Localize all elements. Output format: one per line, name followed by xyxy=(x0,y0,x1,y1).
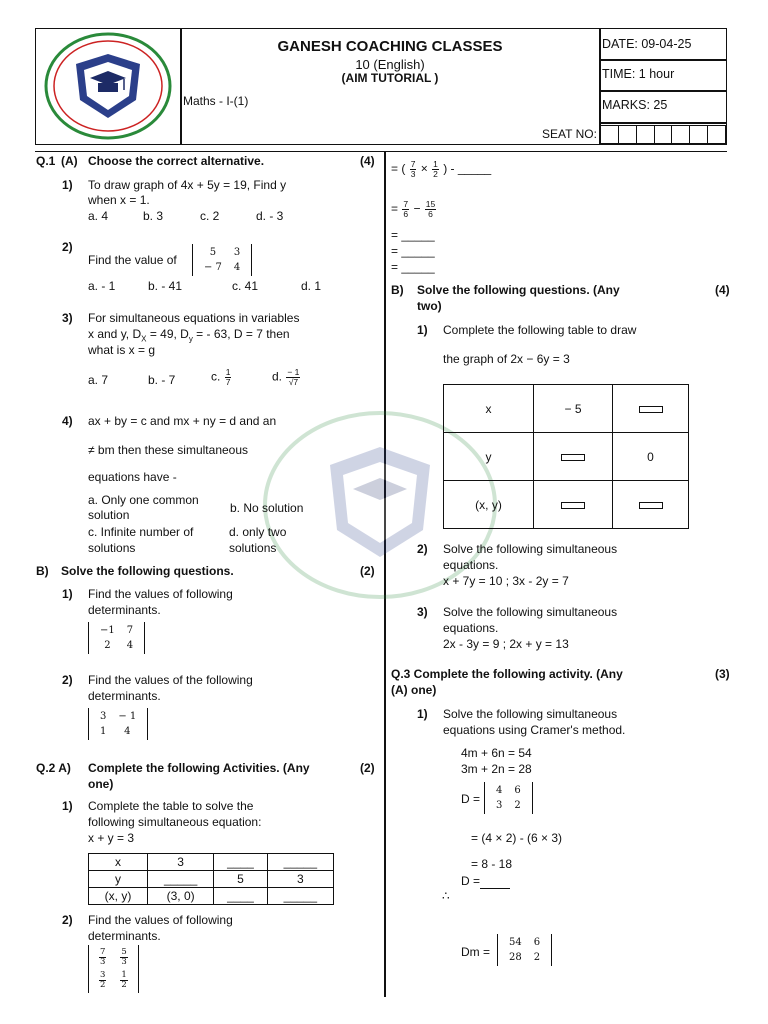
q1-i2-opt-a: a. - 1 xyxy=(88,279,116,293)
r-line4: = _____ xyxy=(391,244,435,258)
rb-i2-num: 2) xyxy=(417,542,428,556)
standard: 10 (English) xyxy=(355,57,425,72)
q1b-i2-line2: determinants. xyxy=(88,689,161,703)
time: TIME: 1 hour xyxy=(602,67,675,81)
q1-i2-opt-c: c. 41 xyxy=(232,279,259,293)
rb-section: B) xyxy=(391,283,404,297)
q1b-section: B) xyxy=(36,564,49,578)
q1-i4-opt-a: a. Only one common xyxy=(88,493,199,507)
q1-i4-opt-a2: solution xyxy=(88,508,130,522)
q1-i3-opt-c: c. $\frac{1}{7}$ xyxy=(211,367,231,387)
blank-box xyxy=(639,502,663,509)
rb-i3-line2: equations. xyxy=(443,621,499,635)
q1-marks: (4) xyxy=(360,154,375,168)
q3-d-label: D = xyxy=(461,792,481,806)
q2-i2-determinant: $\frac{7}{3}$ $\frac{5}{3}$ $\frac{3}{2}$ $\frac{1}{2}$ xyxy=(88,945,139,993)
q3-step3: D = xyxy=(461,873,510,889)
rb-i2-line1: Solve the following simultaneous xyxy=(443,542,618,556)
q1-i4-opt-c2: solutions xyxy=(88,541,136,555)
rb-i3-num: 3) xyxy=(417,605,428,619)
q1-i2-opt-b: b. - 41 xyxy=(148,279,183,293)
q3-eq2: 3m + 2n = 28 xyxy=(461,762,532,776)
q1-i1-opt-b: b. 3 xyxy=(143,209,164,223)
r-line1: = ( $\frac{7}{3}$ × $\frac{1}{2}$ ) - _____ xyxy=(391,159,492,179)
q3-dm-determinant: 54 6 28 2 xyxy=(497,934,552,966)
school-name: GANESH COACHING CLASSES xyxy=(277,38,503,55)
school-logo xyxy=(38,30,178,142)
rb-title2: two) xyxy=(417,299,442,313)
q2-title: Complete the following Activities. (Any xyxy=(88,761,310,775)
q1-i3-line1: For simultaneous equations in variables xyxy=(88,311,300,325)
date: DATE: 09-04-25 xyxy=(602,37,692,51)
r-line2: = $\frac{7}{6}$ − $\frac{15}{6}$ xyxy=(391,199,436,219)
blank-box xyxy=(561,502,585,509)
q1b-i1-determinant: −1 7 2 4 xyxy=(88,622,145,654)
q2-title2: one) xyxy=(88,777,114,791)
q1-i3-num: 3) xyxy=(62,311,73,325)
q1-i4-opt-c: c. Infinite number of xyxy=(88,525,194,539)
q1-i2-num: 2) xyxy=(62,240,73,254)
blank-box xyxy=(639,406,663,413)
rb-marks: (4) xyxy=(715,283,730,297)
q1-i1-num: 1) xyxy=(62,178,73,192)
tutorial-name: (AIM TUTORIAL ) xyxy=(341,71,439,85)
q1-i4-line1: ax + by = c and mx + ny = d and an xyxy=(88,414,277,428)
q2-i1-line2: following simultaneous equation: xyxy=(88,815,262,829)
q2-i1-line1: Complete the table to solve the xyxy=(88,799,254,813)
q3-section: (A) one) xyxy=(391,683,437,697)
rb-i1-line1: Complete the following table to draw xyxy=(443,323,637,337)
q1-i3-line3: what is x = g xyxy=(88,343,156,357)
q1b-title: Solve the following questions. xyxy=(61,564,234,578)
q3-step2: = 8 - 18 xyxy=(471,857,513,871)
q1-i4-num: 4) xyxy=(62,414,73,428)
q2-i1-line3: x + y = 3 xyxy=(88,831,135,845)
q2-i2-line1: Find the values of following xyxy=(88,913,233,927)
q1b-i2-determinant: 3 − 1 1 4 xyxy=(88,708,148,740)
q1-i2-opt-d: d. 1 xyxy=(301,279,322,293)
rb-i1-num: 1) xyxy=(417,323,428,337)
rb-i1-line2: the graph of 2x − 6y = 3 xyxy=(443,352,570,366)
q1-i3-opt-b: b. - 7 xyxy=(148,373,176,387)
q1b-i1-num: 1) xyxy=(62,587,73,601)
q1-i4-opt-d2: solutions xyxy=(229,541,277,555)
seat-label: SEAT NO: xyxy=(542,127,597,141)
q1-section: (A) xyxy=(61,154,78,168)
q1-i1-opt-c: c. 2 xyxy=(200,209,220,223)
q3-step1: = (4 × 2) - (6 × 3) xyxy=(471,831,563,845)
marks: MARKS: 25 xyxy=(602,98,668,112)
q1-i1-line1: To draw graph of 4x + 5y = 19, Find y xyxy=(88,178,287,192)
q1-i4-opt-b: b. No solution xyxy=(230,501,304,515)
q1-i4-opt-d: d. only two xyxy=(229,525,287,539)
q3-i1-num: 1) xyxy=(417,707,428,721)
q2-i1-table: x 3 ____ _____ y _____ 5 3 (x, y) (3, 0) ____ _____ xyxy=(88,853,334,905)
q2-i2-num: 2) xyxy=(62,913,73,927)
rb-i2-line2: equations. xyxy=(443,558,499,572)
q3-dm-label: Dm = xyxy=(461,945,491,959)
q1b-marks: (2) xyxy=(360,564,375,578)
q1-number: Q.1 xyxy=(36,154,56,168)
q1-title: Choose the correct alternative. xyxy=(88,154,265,168)
q1-i2-text: Find the value of xyxy=(88,253,177,267)
blank-box xyxy=(561,454,585,461)
q1-i4-line2: ≠ bm then these simultaneous xyxy=(88,443,249,457)
rb-i3-line1: Solve the following simultaneous xyxy=(443,605,618,619)
q2-i2-line2: determinants. xyxy=(88,929,161,943)
q1b-i2-num: 2) xyxy=(62,673,73,687)
q1b-i2-line1: Find the values of the following xyxy=(88,673,253,687)
q3-i1-line2: equations using Cramer's method. xyxy=(443,723,626,737)
r-line5: = _____ xyxy=(391,260,435,274)
r-line3: = _____ xyxy=(391,228,435,242)
q1b-i1-line2: determinants. xyxy=(88,603,161,617)
q3-d-determinant: 4 6 3 2 xyxy=(484,782,533,814)
q3-i1-line1: Solve the following simultaneous xyxy=(443,707,618,721)
q1-i3-opt-a: a. 7 xyxy=(88,373,109,387)
q1b-i1-line1: Find the values of following xyxy=(88,587,233,601)
q1-i3-line2: x and y, $D_X = 49$, $D_y$ = - 63, D = 7 then xyxy=(88,327,290,344)
q1-i2-determinant: 5 3 − 7 4 xyxy=(192,244,252,276)
q1-i1-opt-d: d. - 3 xyxy=(256,209,284,223)
header-rule xyxy=(35,151,727,152)
q1-i4-line3: equations have - xyxy=(88,470,177,484)
q1-i1-line2: when x = 1. xyxy=(88,193,150,207)
q3-title: Q.3 Complete the following activity. (Any xyxy=(391,667,623,681)
q1-i3-opt-d: d. $\frac{- 1}{√7}$ xyxy=(272,367,300,387)
q3-eq1: 4m + 6n = 54 xyxy=(461,746,532,760)
q3-therefore: ∴ xyxy=(442,889,450,903)
subject: Maths - I-(1) xyxy=(183,94,249,108)
q3-marks: (3) xyxy=(715,667,730,681)
rb-title: Solve the following questions. (Any xyxy=(417,283,620,297)
rb-i3-line3: 2x - 3y = 9 ; 2x + y = 13 xyxy=(443,637,569,651)
rb-i1-table: x − 5 y 0 (x, y) xyxy=(443,384,689,529)
q1-i1-opt-a: a. 4 xyxy=(88,209,109,223)
q2-marks: (2) xyxy=(360,761,375,775)
rb-i2-line3: x + 7y = 10 ; 3x - 2y = 7 xyxy=(443,574,569,588)
q2-i1-num: 1) xyxy=(62,799,73,813)
q2-number: Q.2 A) xyxy=(36,761,71,775)
seat-number-boxes xyxy=(600,125,726,144)
